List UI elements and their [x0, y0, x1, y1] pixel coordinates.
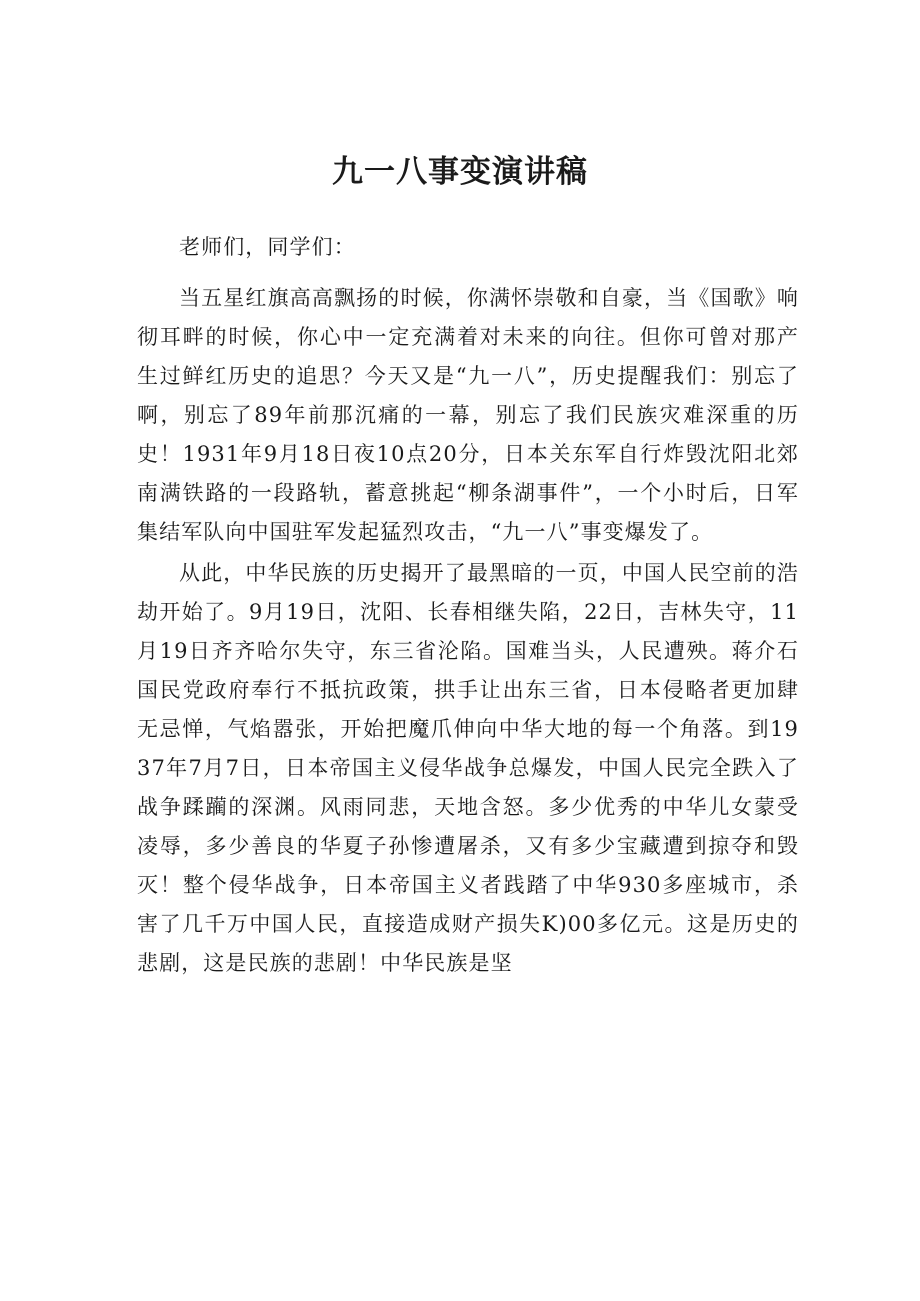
- body-paragraph-1: 当五星红旗高高飘扬的时候，你满怀崇敬和自豪，当《国歌》响彻耳畔的时候，你心中一定充满着对未来的向往。但你可曾对那产生过鲜红历史的追思？今天又是“九一八”，历史提醒我们：别忘了啊，别忘了89年前那沉痛的一幕，别忘了我们民族灾难深重的历史！1931年9月18日夜10点20分，日本关东军自行炸毁沈阳北郊南满铁路的一段路轨，蓄意挑起“柳条湖事件”，一个小时后，日军集结军队向中国驻军发起猛烈攻击，“九一八”事变爆发了。: [137, 286, 799, 544]
- body-paragraph-2: 从此，中华民族的历史揭开了最黑暗的一页，中国人民空前的浩劫开始了。9月19日，沈阳、长春相继失陷，22日，吉林失守，11月19日齐齐哈尔失守，东三省沦陷。国难当头，人民遭殃。蒋介石国民党政府奉行不抵抗政策，拱手让出东三省，日本侵略者更加肆无忌惮，气焰嚣张，开始把魔爪伸向中华大地的每一个角落。到1937年7月7日，日本帝国主义侵华战争总爆发，中国人民完全跌入了战争蹂躏的深渊。风雨同悲，天地含怒。多少优秀的中华儿女蒙受凌辱，多少善良的华夏子孙惨遭屠杀，又有多少宝藏遭到掠夺和毁灭！整个侵华战争，日本帝国主义者践踏了中华930多座城市，杀害了几千万中国人民，直接造成财产损失K)00多亿元。这是历史的悲剧，这是民族的悲剧！中华民族是坚: [137, 561, 799, 975]
- document-title: 九一八事变演讲稿: [332, 154, 588, 190]
- document-body: [137, 228, 799, 985]
- salutation-paragraph: 老师们，同学们：: [179, 235, 356, 259]
